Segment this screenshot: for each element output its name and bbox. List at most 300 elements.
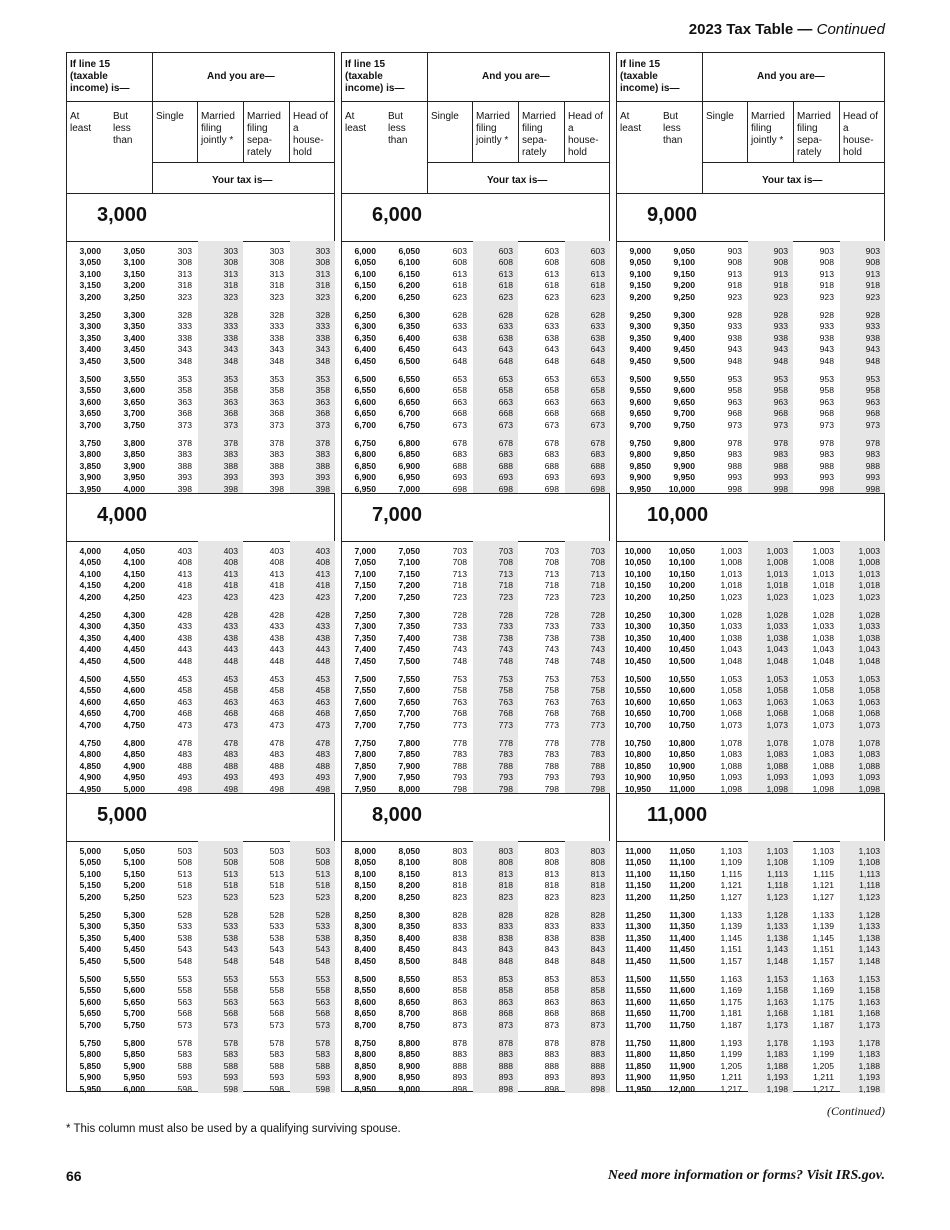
at-least-value: 3,400 <box>79 344 101 355</box>
single-label: Single <box>706 111 734 122</box>
mfs-tax: 788 <box>544 760 559 771</box>
but-less-than-value: 3,700 <box>123 408 145 419</box>
hoh-tax: 923 <box>865 291 880 302</box>
but-less-than-value: 10,800 <box>668 738 695 748</box>
table-row <box>342 944 609 955</box>
hoh-tax: 388 <box>315 460 330 471</box>
mfj-tax: 623 <box>498 291 513 302</box>
single-tax: 463 <box>177 696 192 707</box>
mfj-tax: 393 <box>223 472 238 483</box>
mfs-tax: 548 <box>269 955 284 966</box>
at-least-label: At least <box>620 111 642 134</box>
single-tax: 703 <box>452 546 467 556</box>
mfs-tax: 618 <box>544 280 559 291</box>
single-tax: 503 <box>177 846 192 856</box>
mfs-tax: 828 <box>544 910 559 920</box>
mfj-tax: 898 <box>498 1083 513 1094</box>
group-heading-label: 4,000 <box>97 504 148 526</box>
mfj-tax: 1,103 <box>766 846 788 856</box>
at-least-value: 10,650 <box>624 708 651 719</box>
mfs-tax: 513 <box>269 868 284 879</box>
at-least-value: 7,850 <box>354 760 376 771</box>
hoh-tax: 1,183 <box>858 1049 880 1060</box>
at-least-value: 4,900 <box>79 772 101 783</box>
mfs-tax: 308 <box>269 257 284 268</box>
at-least-value: 8,150 <box>354 880 376 891</box>
at-least-value: 7,650 <box>354 708 376 719</box>
mfs-tax: 323 <box>269 291 284 302</box>
but-less-than-value: 10,100 <box>668 557 695 568</box>
mfs-tax: 523 <box>269 891 284 902</box>
table-row <box>67 546 334 557</box>
at-least-value: 4,000 <box>79 546 101 556</box>
but-less-than-value: 9,800 <box>673 438 695 448</box>
table-row <box>342 761 609 772</box>
table-row <box>342 956 609 967</box>
at-least-value: 4,550 <box>79 685 101 696</box>
hoh-tax: 1,073 <box>858 719 880 730</box>
single-tax: 918 <box>727 280 742 291</box>
table-row <box>617 397 884 408</box>
but-less-than-value: 10,000 <box>668 483 695 494</box>
hoh-tax: 1,083 <box>858 749 880 760</box>
at-least-value: 11,800 <box>625 1049 651 1060</box>
single-tax: 898 <box>452 1083 467 1094</box>
tax-panel-3 <box>616 52 885 1092</box>
table-row <box>67 557 334 568</box>
mfj-tax: 943 <box>773 344 788 355</box>
at-least-value: 10,700 <box>624 719 651 730</box>
hoh-tax: 1,173 <box>858 1019 880 1030</box>
table-row <box>67 974 334 985</box>
mfs-tax: 1,063 <box>812 696 834 707</box>
mfj-tax: 318 <box>223 280 238 291</box>
hoh-tax: 623 <box>590 291 605 302</box>
table-row <box>67 310 334 321</box>
hoh-tax: 808 <box>590 857 605 868</box>
table-row <box>67 1008 334 1019</box>
at-least-value: 5,000 <box>79 846 101 856</box>
hoh-tax: 433 <box>315 621 330 632</box>
hoh-tax: 1,133 <box>858 921 880 932</box>
single-tax: 538 <box>177 932 192 943</box>
single-tax: 398 <box>177 483 192 494</box>
mfj-tax: 1,008 <box>766 557 788 568</box>
hoh-tax: 1,063 <box>858 696 880 707</box>
at-least-value: 10,400 <box>624 644 651 655</box>
at-least-value: 5,750 <box>79 1038 101 1048</box>
hoh-tax: 1,093 <box>858 772 880 783</box>
mfj-tax: 543 <box>223 944 238 955</box>
but-less-than-value: 9,850 <box>673 449 695 460</box>
mfs-tax: 1,157 <box>812 955 834 966</box>
mfj-tax: 1,198 <box>766 1083 788 1094</box>
but-less-than-value: 4,450 <box>123 644 145 655</box>
divider <box>617 101 884 102</box>
divider <box>289 101 290 163</box>
table-row <box>617 310 884 321</box>
at-least-value: 7,550 <box>354 685 376 696</box>
married-separately-label: Married filing sepa- rately <box>522 111 556 158</box>
table-row <box>342 569 609 580</box>
mfj-tax: 653 <box>498 374 513 384</box>
but-less-than-value: 4,650 <box>123 696 145 707</box>
at-least-value: 9,000 <box>629 246 651 256</box>
mfj-tax: 338 <box>223 332 238 343</box>
mfs-tax: 998 <box>819 483 834 494</box>
group-heading-label: 3,000 <box>97 204 148 226</box>
at-least-value: 11,100 <box>625 868 651 879</box>
mfs-tax: 833 <box>544 921 559 932</box>
rows <box>617 241 884 493</box>
but-less-than-value: 6,550 <box>398 374 420 384</box>
mfs-tax: 668 <box>544 408 559 419</box>
single-tax: 803 <box>452 846 467 856</box>
single-tax: 758 <box>452 685 467 696</box>
mfj-tax: 438 <box>223 632 238 643</box>
mfs-tax: 348 <box>269 355 284 366</box>
mfj-tax: 433 <box>223 621 238 632</box>
table-row <box>342 857 609 868</box>
mfs-tax: 1,068 <box>812 708 834 719</box>
at-least-value: 6,300 <box>354 321 376 332</box>
table-row <box>617 633 884 644</box>
table-row <box>67 738 334 749</box>
but-less-than-value: 7,750 <box>398 719 420 730</box>
single-tax: 668 <box>452 408 467 419</box>
mfj-tax: 1,173 <box>766 1019 788 1030</box>
at-least-value: 5,450 <box>79 955 101 966</box>
single-tax: 553 <box>177 974 192 984</box>
hoh-tax: 1,188 <box>858 1060 880 1071</box>
at-least-value: 10,200 <box>624 591 651 602</box>
mfs-tax: 438 <box>269 632 284 643</box>
if-line-label: If line 15 (taxable income) is— <box>620 59 680 94</box>
mfj-tax: 553 <box>223 974 238 984</box>
single-tax: 728 <box>452 610 467 620</box>
single-tax: 1,013 <box>720 568 742 579</box>
at-least-value: 11,900 <box>625 1072 651 1083</box>
but-less-than-value: 7,400 <box>398 632 420 643</box>
divider <box>243 101 244 163</box>
at-least-value: 9,400 <box>629 344 651 355</box>
but-less-than-value: 7,800 <box>398 738 420 748</box>
mfj-tax: 813 <box>498 868 513 879</box>
but-less-than-value: 9,600 <box>673 385 695 396</box>
income-group <box>67 793 334 1093</box>
page-title: 2023 Tax Table — Continued <box>688 21 885 38</box>
mfj-tax: 578 <box>223 1038 238 1048</box>
mfj-tax: 1,098 <box>766 783 788 794</box>
hoh-tax: 758 <box>590 685 605 696</box>
but-less-than-value: 7,950 <box>398 772 420 783</box>
table-row <box>617 438 884 449</box>
at-least-value: 8,600 <box>354 996 376 1007</box>
mfs-tax: 433 <box>269 621 284 632</box>
single-tax: 1,078 <box>720 738 742 748</box>
mfj-tax: 458 <box>223 685 238 696</box>
income-group <box>617 493 884 793</box>
mfs-tax: 1,163 <box>812 974 834 984</box>
single-tax: 1,193 <box>720 1038 742 1048</box>
mfs-tax: 1,043 <box>812 644 834 655</box>
but-less-than-value: 4,100 <box>123 557 145 568</box>
at-least-value: 11,700 <box>625 1019 651 1030</box>
at-least-value: 9,600 <box>629 396 651 407</box>
hoh-tax: 513 <box>315 868 330 879</box>
hoh-tax: 393 <box>315 472 330 483</box>
at-least-value: 8,650 <box>354 1008 376 1019</box>
mfj-tax: 408 <box>223 557 238 568</box>
mfs-tax: 468 <box>269 708 284 719</box>
hoh-tax: 368 <box>315 408 330 419</box>
but-less-than-value: 3,250 <box>123 291 145 302</box>
and-you-are-label: And you are— <box>757 71 825 82</box>
but-less-than-value: 6,400 <box>398 332 420 343</box>
mfs-tax: 928 <box>819 310 834 320</box>
at-least-value: 7,100 <box>354 568 376 579</box>
table-row <box>342 910 609 921</box>
at-least-value: 5,600 <box>79 996 101 1007</box>
more-info-link[interactable]: Need more information or forms? Visit IRS.gov. <box>607 1168 885 1183</box>
but-less-than-value: 5,050 <box>123 846 145 856</box>
hoh-tax: 1,168 <box>858 1008 880 1019</box>
but-less-than-value: 5,250 <box>123 891 145 902</box>
mfs-tax: 538 <box>269 932 284 943</box>
and-you-are-label: And you are— <box>207 71 275 82</box>
at-least-label: At least <box>345 111 367 134</box>
mfj-tax: 388 <box>223 460 238 471</box>
single-tax: 353 <box>177 374 192 384</box>
hoh-tax: 913 <box>865 268 880 279</box>
mfj-tax: 1,018 <box>766 580 788 591</box>
mfj-tax: 1,163 <box>766 996 788 1007</box>
hoh-tax: 633 <box>590 321 605 332</box>
at-least-value: 3,200 <box>79 291 101 302</box>
at-least-value: 9,650 <box>629 408 651 419</box>
hoh-tax: 473 <box>315 719 330 730</box>
mfj-tax: 698 <box>498 483 513 494</box>
table-row <box>617 708 884 719</box>
at-least-value: 11,300 <box>625 921 651 932</box>
hoh-tax: 563 <box>315 996 330 1007</box>
table-row <box>67 246 334 257</box>
divider <box>342 101 609 102</box>
mfs-tax: 428 <box>269 610 284 620</box>
table-row <box>67 846 334 857</box>
single-tax: 738 <box>452 632 467 643</box>
mfs-tax: 1,127 <box>812 891 834 902</box>
table-row <box>67 644 334 655</box>
at-least-value: 7,950 <box>354 783 376 794</box>
group-heading <box>617 793 884 842</box>
mfs-tax: 388 <box>269 460 284 471</box>
mfj-tax: 1,068 <box>766 708 788 719</box>
at-least-value: 5,500 <box>79 974 101 984</box>
mfs-tax: 958 <box>819 385 834 396</box>
single-tax: 1,083 <box>720 749 742 760</box>
table-row <box>67 869 334 880</box>
mfs-tax: 1,133 <box>812 910 834 920</box>
at-least-value: 3,900 <box>79 472 101 483</box>
single-label: Single <box>431 111 459 122</box>
group-heading-label: 8,000 <box>372 804 423 826</box>
mfs-tax: 503 <box>269 846 284 856</box>
mfj-tax: 658 <box>498 385 513 396</box>
at-least-value: 11,450 <box>625 955 651 966</box>
at-least-value: 6,550 <box>354 385 376 396</box>
single-tax: 948 <box>727 355 742 366</box>
at-least-value: 7,150 <box>354 580 376 591</box>
hoh-tax: 743 <box>590 644 605 655</box>
mfs-tax: 1,098 <box>812 783 834 794</box>
mfs-tax: 598 <box>269 1083 284 1094</box>
mfj-tax: 678 <box>498 438 513 448</box>
table-row <box>617 321 884 332</box>
mfj-tax: 363 <box>223 396 238 407</box>
table-row <box>342 1038 609 1049</box>
single-tax: 423 <box>177 591 192 602</box>
hoh-tax: 1,078 <box>858 738 880 748</box>
mfj-tax: 1,138 <box>766 932 788 943</box>
but-less-than-value: 11,700 <box>669 1008 695 1019</box>
table-row <box>342 674 609 685</box>
table-row <box>342 738 609 749</box>
mfs-tax: 1,008 <box>812 557 834 568</box>
mfs-tax: 1,078 <box>812 738 834 748</box>
single-tax: 733 <box>452 621 467 632</box>
mfj-tax: 508 <box>223 857 238 868</box>
hoh-tax: 463 <box>315 696 330 707</box>
single-tax: 568 <box>177 1008 192 1019</box>
hoh-tax: 478 <box>315 738 330 748</box>
single-tax: 778 <box>452 738 467 748</box>
if-line-label: If line 15 (taxable income) is— <box>345 59 405 94</box>
at-least-value: 8,300 <box>354 921 376 932</box>
mfs-tax: 378 <box>269 438 284 448</box>
table-row <box>342 310 609 321</box>
at-least-value: 6,050 <box>354 257 376 268</box>
mfs-tax: 658 <box>544 385 559 396</box>
but-less-than-value: 6,450 <box>398 344 420 355</box>
single-tax: 1,187 <box>720 1019 742 1030</box>
at-least-value: 8,350 <box>354 932 376 943</box>
hoh-tax: 643 <box>590 344 605 355</box>
hoh-tax: 453 <box>315 674 330 684</box>
at-least-value: 5,850 <box>79 1060 101 1071</box>
but-less-than-value: 6,200 <box>398 280 420 291</box>
at-least-value: 8,900 <box>354 1072 376 1083</box>
single-tax: 773 <box>452 719 467 730</box>
mfj-tax: 773 <box>498 719 513 730</box>
hoh-tax: 658 <box>590 385 605 396</box>
single-tax: 1,048 <box>720 655 742 666</box>
mfs-tax: 628 <box>544 310 559 320</box>
single-tax: 1,038 <box>720 632 742 643</box>
mfj-tax: 903 <box>773 246 788 256</box>
but-less-than-value: 5,750 <box>123 1019 145 1030</box>
mfs-tax: 473 <box>269 719 284 730</box>
hoh-tax: 1,028 <box>858 610 880 620</box>
hoh-tax: 383 <box>315 449 330 460</box>
table-row <box>67 1020 334 1031</box>
single-tax: 433 <box>177 621 192 632</box>
hoh-tax: 403 <box>315 546 330 556</box>
but-less-than-value: 4,350 <box>123 621 145 632</box>
mfj-tax: 448 <box>223 655 238 666</box>
mfs-tax: 448 <box>269 655 284 666</box>
but-less-than-value: 11,150 <box>669 868 695 879</box>
mfs-tax: 333 <box>269 321 284 332</box>
but-less-than-value: 8,600 <box>398 985 420 996</box>
hoh-tax: 1,053 <box>858 674 880 684</box>
mfj-tax: 428 <box>223 610 238 620</box>
mfj-tax: 1,048 <box>766 655 788 666</box>
but-less-than-value: 9,100 <box>673 257 695 268</box>
mfj-tax: 468 <box>223 708 238 719</box>
mfj-tax: 778 <box>498 738 513 748</box>
mfs-tax: 1,088 <box>812 760 834 771</box>
at-least-value: 6,500 <box>354 374 376 384</box>
mfs-tax: 663 <box>544 396 559 407</box>
hoh-tax: 828 <box>590 910 605 920</box>
single-tax: 1,205 <box>720 1060 742 1071</box>
but-less-than-value: 9,900 <box>673 460 695 471</box>
mfj-tax: 333 <box>223 321 238 332</box>
at-least-value: 6,700 <box>354 419 376 430</box>
hoh-tax: 493 <box>315 772 330 783</box>
single-tax: 938 <box>727 332 742 343</box>
table-row <box>342 408 609 419</box>
hoh-tax: 1,193 <box>858 1072 880 1083</box>
but-less-than-value: 7,300 <box>398 610 420 620</box>
table-row <box>342 461 609 472</box>
at-least-value: 8,700 <box>354 1019 376 1030</box>
mfj-tax: 923 <box>773 291 788 302</box>
single-tax: 408 <box>177 557 192 568</box>
at-least-value: 9,950 <box>629 483 651 494</box>
at-least-value: 8,550 <box>354 985 376 996</box>
single-tax: 563 <box>177 996 192 1007</box>
mfs-tax: 563 <box>269 996 284 1007</box>
table-row <box>617 1072 884 1083</box>
mfj-tax: 453 <box>223 674 238 684</box>
table-row <box>342 846 609 857</box>
single-tax: 983 <box>727 449 742 460</box>
mfj-tax: 748 <box>498 655 513 666</box>
mfj-tax: 783 <box>498 749 513 760</box>
hoh-tax: 1,023 <box>858 591 880 602</box>
single-tax: 748 <box>452 655 467 666</box>
hoh-tax: 738 <box>590 632 605 643</box>
divider <box>839 101 840 163</box>
hoh-tax: 668 <box>590 408 605 419</box>
table-row <box>342 333 609 344</box>
page-number: 66 <box>66 1168 82 1184</box>
single-tax: 1,169 <box>720 985 742 996</box>
rows <box>342 841 609 1093</box>
but-less-than-value: 7,900 <box>398 760 420 771</box>
table-row <box>617 1038 884 1049</box>
mfs-tax: 893 <box>544 1072 559 1083</box>
mfj-tax: 568 <box>223 1008 238 1019</box>
mfs-tax: 858 <box>544 985 559 996</box>
mfj-tax: 683 <box>498 449 513 460</box>
table-row <box>617 869 884 880</box>
mfj-tax: 823 <box>498 891 513 902</box>
mfj-tax: 368 <box>223 408 238 419</box>
hoh-tax: 1,003 <box>858 546 880 556</box>
